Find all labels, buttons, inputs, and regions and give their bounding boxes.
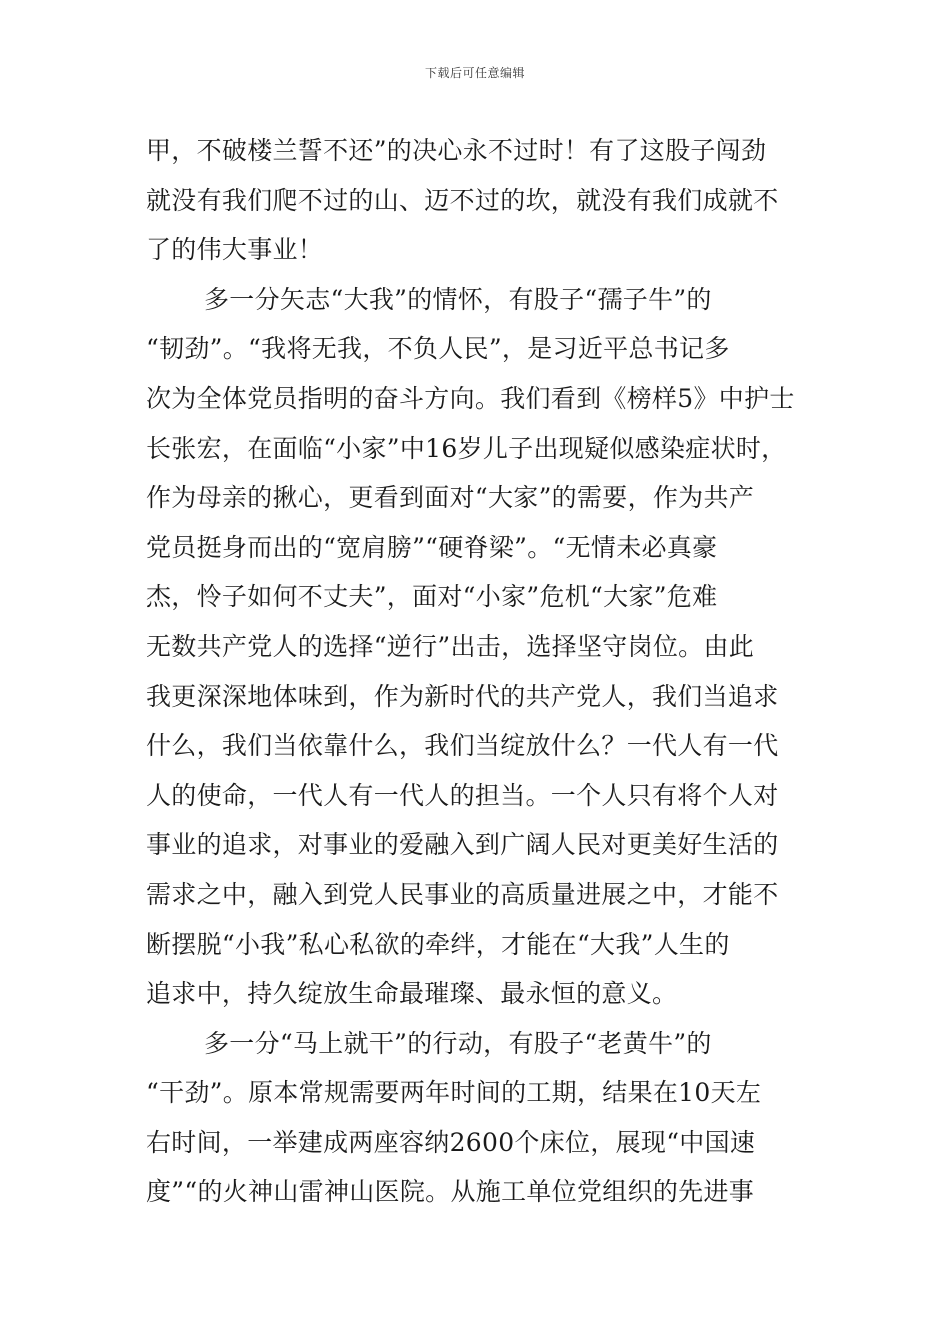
text-line: 长张宏，在面临“小家”中16岁儿子出现疑似感染症状时， [146, 433, 787, 463]
text-line: 作为母亲的揪心，更看到面对“大家”的需要，作为共产 [146, 483, 755, 513]
text-line: 什么，我们当依靠什么，我们当绽放什么？一代人有一代 [146, 731, 779, 761]
text-line: 就没有我们爬不过的山、迈不过的坎，就没有我们成就不 [146, 185, 779, 215]
text-line: 追求中，持久绽放生命最璀璨、最永恒的意义。 [146, 979, 678, 1009]
paragraph-first-line: 多一分矢志“大我”的情怀，有股子“孺子牛”的 [204, 284, 712, 314]
text-line: 人的使命，一代人有一代人的担当。一个人只有将个人对 [146, 780, 779, 810]
text-line: “韧劲”。“我将无我，不负人民”，是习近平总书记多 [146, 334, 730, 364]
text-line: 需求之中，融入到党人民事业的高质量进展之中，才能不 [146, 879, 779, 909]
text-line: 断摆脱“小我”私心私欲的牵绊，才能在“大我”人生的 [146, 929, 730, 959]
paragraph-first-line: 多一分“马上就干”的行动，有股子“老黄牛”的 [204, 1028, 712, 1058]
text-line: 了的伟大事业！ [146, 235, 324, 265]
text-line: 度”“的火神山雷神山医院。从施工单位党组织的先进事 [146, 1177, 755, 1207]
page-header: 下载后可任意编辑 [424, 66, 525, 80]
text-line: “干劲”。原本常规需要两年时间的工期，结果在10天左 [146, 1078, 762, 1108]
text-line: 次为全体党员指明的奋斗方向。我们看到《榜样5》中护士 [146, 383, 795, 413]
document-body [146, 126, 816, 1217]
text-line: 右时间，一举建成两座容纳2600个床位，展现“中国速 [146, 1127, 756, 1157]
text-line: 甲，不破楼兰誓不还”的决心永不过时！有了这股子闯劲 [146, 136, 767, 165]
text-line: 党员挺身而出的“宽肩膀”“硬脊梁”。“无情未必真豪 [146, 532, 718, 562]
text-line: 事业的追求，对事业的爱融入到广阔人民对更美好生活的 [146, 830, 779, 860]
text-line: 杰，怜子如何不丈夫”，面对“小家”危机“大家”危难 [146, 582, 718, 612]
text-line: 我更深深地体味到，作为新时代的共产党人，我们当追求 [146, 681, 779, 711]
text-line: 无数共产党人的选择“逆行”出击，选择坚守岗位。由此 [146, 631, 755, 661]
